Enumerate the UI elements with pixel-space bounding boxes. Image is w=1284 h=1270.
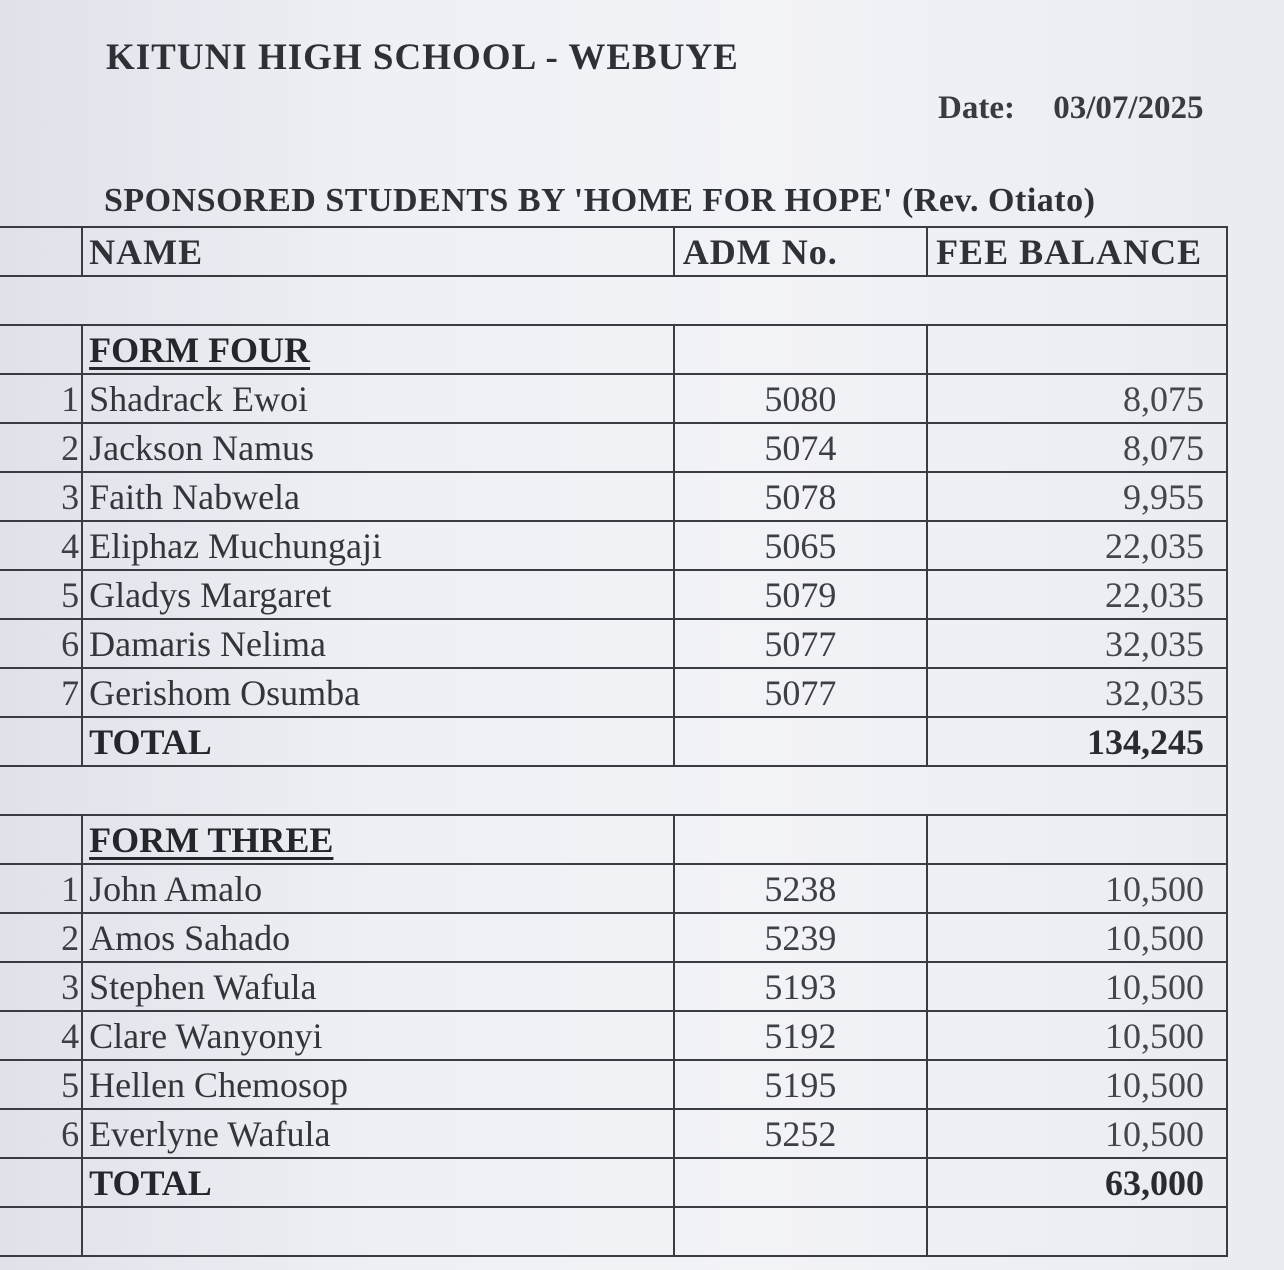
- spacer-row: [0, 1207, 1227, 1256]
- fee-balance: 9,955: [927, 472, 1227, 521]
- fee-balance: 8,075: [927, 423, 1227, 472]
- adm-number: 5077: [674, 668, 927, 717]
- table-row: [0, 374, 1227, 423]
- adm-number: 5065: [674, 521, 927, 570]
- adm-number: 5252: [674, 1109, 927, 1158]
- student-name: Gladys Margaret: [82, 570, 674, 619]
- student-name: Amos Sahado: [82, 913, 674, 962]
- adm-number: 5079: [674, 570, 927, 619]
- adm-number: 5074: [674, 423, 927, 472]
- row-number: 5: [0, 1060, 82, 1109]
- adm-number: 5078: [674, 472, 927, 521]
- row-number: 3: [0, 472, 82, 521]
- row-number: 4: [0, 521, 82, 570]
- table-row: [0, 913, 1227, 962]
- date-line: [938, 90, 1204, 127]
- table-row: [0, 1011, 1227, 1060]
- row-number: 1: [0, 374, 82, 423]
- row-number: 3: [0, 962, 82, 1011]
- adm-number: 5195: [674, 1060, 927, 1109]
- spacer-row: [0, 766, 1227, 815]
- section-title-form-four: FORM FOUR: [82, 325, 674, 374]
- adm-number: 5077: [674, 619, 927, 668]
- row-number: 7: [0, 668, 82, 717]
- total-row-form-three: [0, 1158, 1227, 1207]
- date-label: Date:: [938, 90, 1015, 126]
- fee-balance: 10,500: [927, 1011, 1227, 1060]
- student-name: Everlyne Wafula: [82, 1109, 674, 1158]
- fee-balance: 32,035: [927, 668, 1227, 717]
- table-row: [0, 864, 1227, 913]
- row-number: 6: [0, 1109, 82, 1158]
- table-row: [0, 1109, 1227, 1158]
- table-header-row: [0, 227, 1227, 276]
- fee-balance-table: [0, 226, 1228, 1257]
- table-row: [0, 1060, 1227, 1109]
- header-number-cell: [0, 227, 82, 276]
- fee-balance: 10,500: [927, 1109, 1227, 1158]
- section-title-form-three: FORM THREE: [82, 815, 674, 864]
- fee-balance: 10,500: [927, 864, 1227, 913]
- table-row: [0, 570, 1227, 619]
- fee-balance: 10,500: [927, 962, 1227, 1011]
- total-row-form-four: [0, 717, 1227, 766]
- adm-number: 5239: [674, 913, 927, 962]
- adm-number: 5080: [674, 374, 927, 423]
- section-row-form-three: [0, 815, 1227, 864]
- header-fee-balance: FEE BALANCE: [927, 227, 1227, 276]
- student-name: Damaris Nelima: [82, 619, 674, 668]
- header-name: NAME: [82, 227, 674, 276]
- adm-number: 5192: [674, 1011, 927, 1060]
- table-row: [0, 619, 1227, 668]
- student-name: Stephen Wafula: [82, 962, 674, 1011]
- school-title: KITUNI HIGH SCHOOL - WEBUYE: [106, 37, 739, 78]
- row-number: 4: [0, 1011, 82, 1060]
- row-number: 5: [0, 570, 82, 619]
- adm-number: 5238: [674, 864, 927, 913]
- sponsor-heading: SPONSORED STUDENTS BY 'HOME FOR HOPE' (Rev. Otiato): [104, 182, 1096, 219]
- total-label-form-four: TOTAL: [82, 717, 674, 766]
- student-name: Shadrack Ewoi: [82, 374, 674, 423]
- row-number: 1: [0, 864, 82, 913]
- student-name: John Amalo: [82, 864, 674, 913]
- fee-balance: 10,500: [927, 913, 1227, 962]
- student-name: Hellen Chemosop: [82, 1060, 674, 1109]
- row-number: 2: [0, 423, 82, 472]
- table-row: [0, 521, 1227, 570]
- total-label-form-three: TOTAL: [82, 1158, 674, 1207]
- student-name: Gerishom Osumba: [82, 668, 674, 717]
- total-value-form-three: 63,000: [927, 1158, 1227, 1207]
- fee-balance: 32,035: [927, 619, 1227, 668]
- student-name: Eliphaz Muchungaji: [82, 521, 674, 570]
- fee-balance: 8,075: [927, 374, 1227, 423]
- date-value: 03/07/2025: [1053, 90, 1204, 126]
- student-name: Jackson Namus: [82, 423, 674, 472]
- row-number: 2: [0, 913, 82, 962]
- fee-balance: 22,035: [927, 521, 1227, 570]
- row-number: 6: [0, 619, 82, 668]
- student-name: Clare Wanyonyi: [82, 1011, 674, 1060]
- total-value-form-four: 134,245: [927, 717, 1227, 766]
- fee-balance: 10,500: [927, 1060, 1227, 1109]
- section-row-form-four: [0, 325, 1227, 374]
- table-row: [0, 962, 1227, 1011]
- student-name: Faith Nabwela: [82, 472, 674, 521]
- adm-number: 5193: [674, 962, 927, 1011]
- table-row: [0, 472, 1227, 521]
- fee-balance: 22,035: [927, 570, 1227, 619]
- table-row: [0, 423, 1227, 472]
- spacer-row: [0, 276, 1227, 325]
- header-adm-no: ADM No.: [674, 227, 927, 276]
- table-row: [0, 668, 1227, 717]
